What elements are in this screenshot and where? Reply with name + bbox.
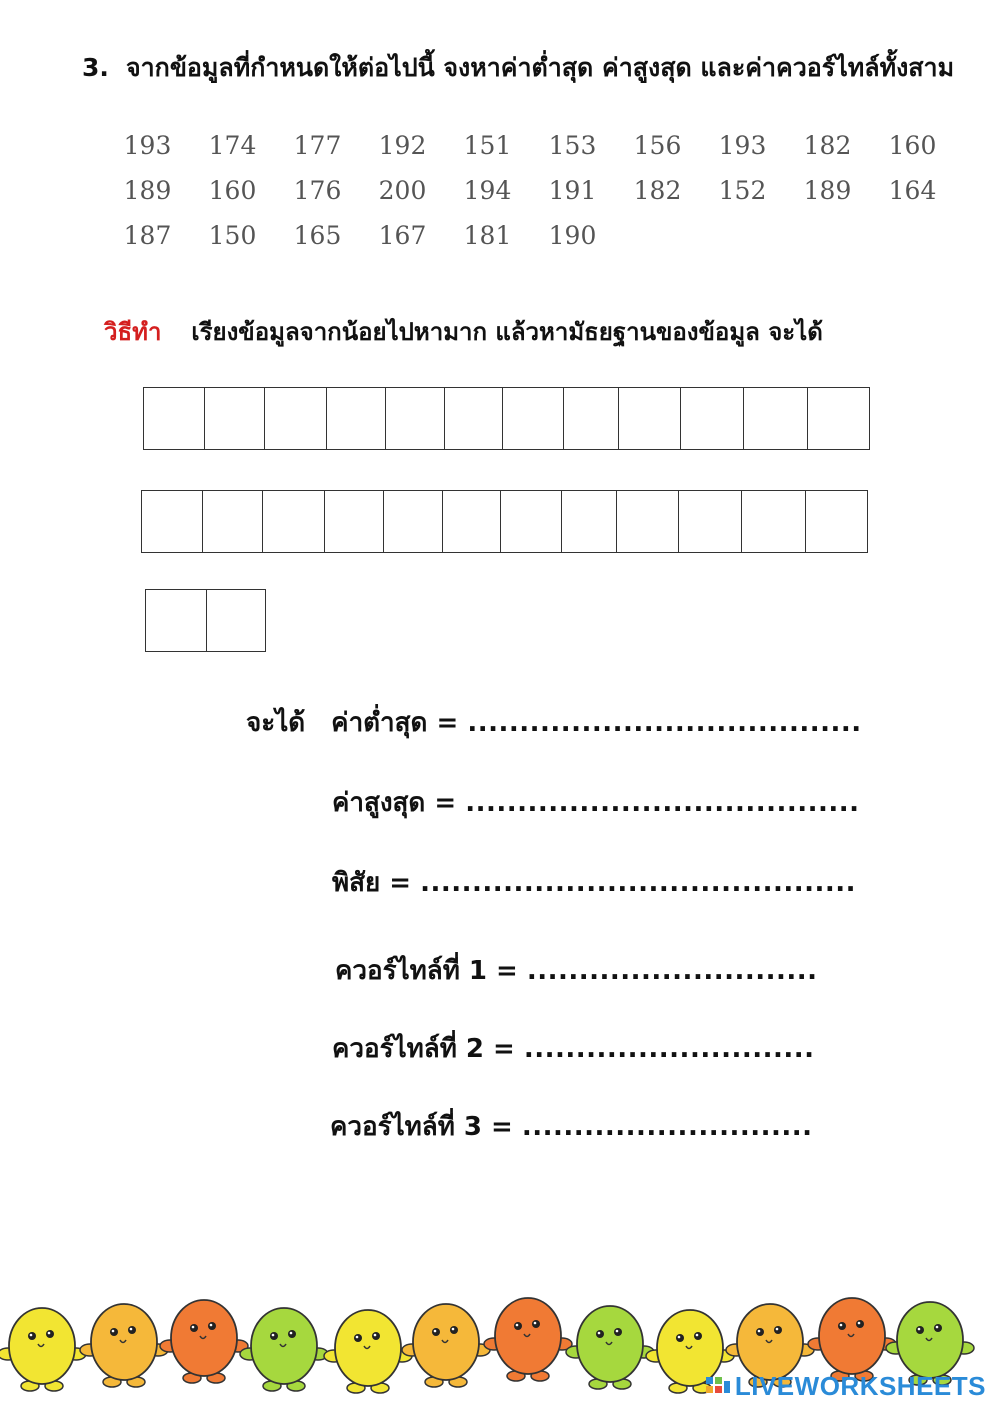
data-value: 160 xyxy=(208,176,257,205)
sort-answer-box[interactable] xyxy=(741,491,805,553)
chick-figure xyxy=(240,1308,328,1391)
sort-answer-box[interactable] xyxy=(616,491,678,553)
question-text: จากข้อมูลที่กำหนดให้ต่อไปนี้ จงหาค่าต่ำสุด ค่าสูงสุด และค่าควอร์ไทล์ทั้งสาม xyxy=(126,53,955,82)
q3-label: ควอร์ไทล์ที่ 3 = xyxy=(330,1112,513,1142)
min-answer-blank[interactable]: ...................................... xyxy=(467,708,862,738)
liveworksheets-brand xyxy=(705,1371,986,1402)
sort-answer-box[interactable] xyxy=(143,388,204,450)
data-value: 165 xyxy=(293,221,342,250)
data-value: 181 xyxy=(463,221,512,250)
data-value: 187 xyxy=(123,221,172,250)
sort-answer-box[interactable] xyxy=(805,491,868,553)
sort-answer-box[interactable] xyxy=(141,491,202,553)
sort-answer-box[interactable] xyxy=(385,388,444,450)
method-line xyxy=(104,312,823,351)
data-value: 193 xyxy=(718,131,767,160)
data-values-grid xyxy=(105,132,955,250)
sort-answer-box[interactable] xyxy=(262,491,324,553)
range-label: พิสัย = xyxy=(332,868,412,898)
chick-figure xyxy=(80,1304,168,1387)
q1-label: ควอร์ไทล์ที่ 1 = xyxy=(335,956,518,986)
data-value: 151 xyxy=(463,131,512,160)
sort-answer-box[interactable] xyxy=(618,388,680,450)
sort-answer-box[interactable] xyxy=(500,491,561,553)
range-answer-blank[interactable]: .......................................... xyxy=(420,868,856,898)
max-answer-blank[interactable]: ...................................... xyxy=(465,788,860,818)
chick-figure xyxy=(0,1308,86,1391)
question-number: 3. xyxy=(82,53,109,82)
sort-answer-box[interactable] xyxy=(324,491,383,553)
max-label: ค่าสูงสุด = xyxy=(332,788,457,818)
sort-answer-box[interactable] xyxy=(502,388,563,450)
sort-answer-box[interactable] xyxy=(680,388,743,450)
data-value: 194 xyxy=(463,176,512,205)
sort-answer-box[interactable] xyxy=(383,491,442,553)
q2-answer-line xyxy=(332,1028,814,1069)
chick-figure xyxy=(808,1298,896,1381)
sort-answer-box[interactable] xyxy=(442,491,500,553)
max-answer-line xyxy=(332,782,860,823)
min-label: ค่าต่ำสุด = xyxy=(331,708,459,738)
data-value: 192 xyxy=(378,131,427,160)
chick-border-decoration xyxy=(0,1280,1000,1414)
sort-answer-box[interactable] xyxy=(743,388,807,450)
data-value: 176 xyxy=(293,176,342,205)
sort-answer-box[interactable] xyxy=(326,388,385,450)
liveworksheets-text: LIVEWORKSHEETS xyxy=(734,1371,986,1401)
data-value: 189 xyxy=(123,176,172,205)
q1-answer-blank[interactable]: ............................ xyxy=(526,956,818,986)
data-value: 152 xyxy=(718,176,767,205)
chick-figure xyxy=(566,1306,654,1389)
data-value: 160 xyxy=(888,131,937,160)
data-value: 189 xyxy=(803,176,852,205)
q2-answer-blank[interactable]: ............................ xyxy=(523,1034,815,1064)
sort-answer-box[interactable] xyxy=(807,388,870,450)
chick-figure xyxy=(484,1298,572,1381)
sort-answer-box[interactable] xyxy=(563,388,618,450)
data-value: 174 xyxy=(208,131,257,160)
q3-answer-blank[interactable]: ............................ xyxy=(521,1112,813,1142)
data-value: 193 xyxy=(123,131,172,160)
sort-answer-box[interactable] xyxy=(206,590,266,652)
min-answer-line xyxy=(246,702,862,743)
q2-label: ควอร์ไทล์ที่ 2 = xyxy=(332,1034,515,1064)
method-text: เรียงข้อมูลจากน้อยไปหามาก แล้วหามัธยฐานของข้อมูล จะได้ xyxy=(191,318,823,346)
data-value: 156 xyxy=(633,131,682,160)
sort-box-row-2 xyxy=(141,490,868,553)
data-value: 167 xyxy=(378,221,427,250)
q3-answer-line xyxy=(330,1106,812,1147)
method-label: วิธีทำ xyxy=(104,318,162,346)
answer-prefix: จะได้ xyxy=(246,708,306,738)
data-value: 190 xyxy=(548,221,597,250)
liveworksheets-logo-icon xyxy=(705,1375,731,1399)
sort-box-row-1 xyxy=(143,387,870,450)
data-value: 164 xyxy=(888,176,937,205)
sort-box-row-3 xyxy=(145,589,266,652)
q1-answer-line xyxy=(335,950,817,991)
chick-figure xyxy=(402,1304,490,1387)
sort-answer-box[interactable] xyxy=(264,388,326,450)
sort-answer-box[interactable] xyxy=(145,590,206,652)
question-title xyxy=(82,48,982,88)
sort-answer-box[interactable] xyxy=(202,491,262,553)
sort-answer-box[interactable] xyxy=(444,388,502,450)
range-answer-line xyxy=(332,862,856,903)
sort-answer-box[interactable] xyxy=(204,388,264,450)
chick-figure xyxy=(160,1300,248,1383)
sort-answer-box[interactable] xyxy=(678,491,741,553)
data-value: 177 xyxy=(293,131,342,160)
data-value: 191 xyxy=(548,176,597,205)
data-value: 182 xyxy=(633,176,682,205)
data-value: 182 xyxy=(803,131,852,160)
data-value: 153 xyxy=(548,131,597,160)
sort-answer-box[interactable] xyxy=(561,491,616,553)
data-value: 150 xyxy=(208,221,257,250)
chick-figure xyxy=(324,1310,412,1393)
data-value: 200 xyxy=(378,176,427,205)
